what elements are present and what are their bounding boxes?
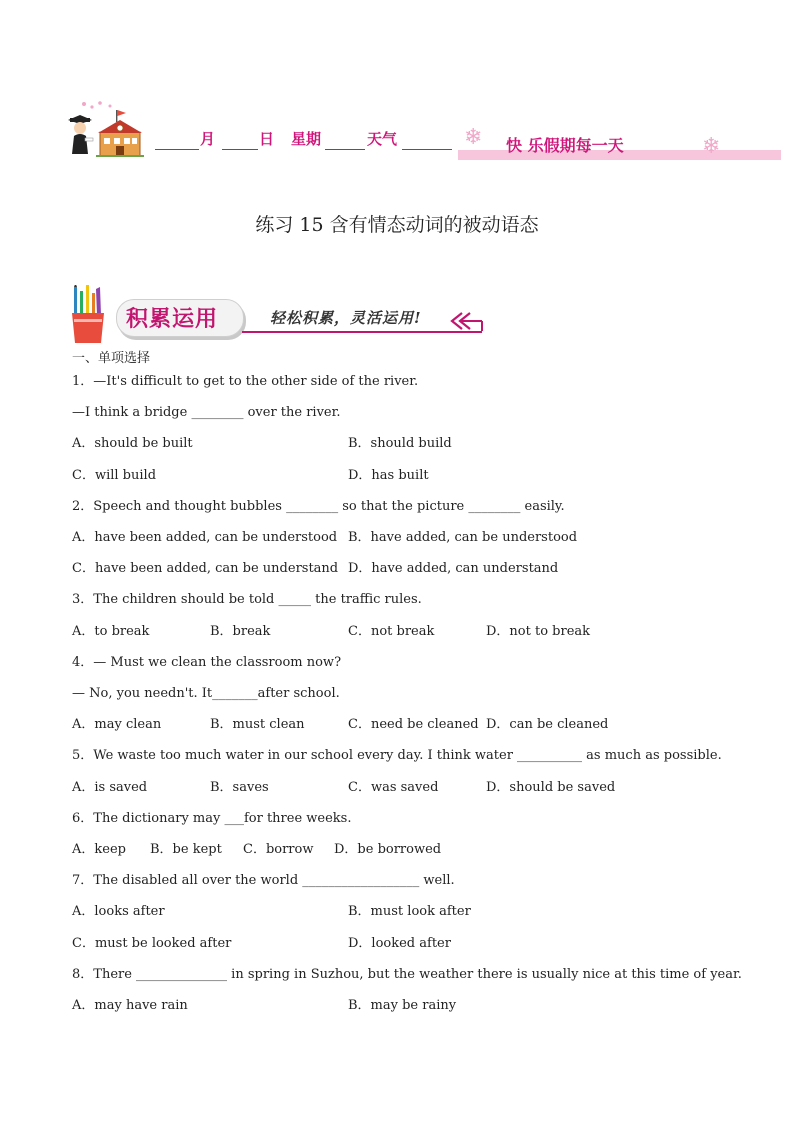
- option-c[interactable]: C．need be cleaned: [348, 717, 479, 732]
- option-d[interactable]: D．can be cleaned: [486, 717, 609, 732]
- snowflake-icon: ❄: [702, 134, 721, 159]
- option-a[interactable]: A．keep: [72, 842, 126, 857]
- weather-blank[interactable]: [402, 149, 452, 150]
- option-d[interactable]: D．have added, can understand: [348, 561, 559, 576]
- option-b[interactable]: B．must clean: [210, 717, 305, 732]
- option-b[interactable]: B．saves: [210, 780, 269, 795]
- weather-label: 天气: [367, 130, 398, 148]
- graduate-school-illustration: [66, 98, 150, 160]
- section-banner-title: 积累运用: [126, 307, 219, 332]
- question-stem: 6．The dictionary may ___for three weeks.: [72, 811, 352, 826]
- weekday-blank[interactable]: [325, 149, 365, 150]
- option-c[interactable]: C．will build: [72, 468, 157, 483]
- option-a[interactable]: A．looks after: [72, 904, 165, 919]
- snowflake-icon: ❄: [464, 125, 483, 150]
- option-b[interactable]: B．should build: [348, 436, 452, 451]
- pencil-cup-icon: [70, 285, 106, 345]
- holiday-slogan: 快 乐假期每一天: [506, 136, 624, 155]
- option-c[interactable]: C．was saved: [348, 780, 439, 795]
- day-label: 日: [259, 130, 275, 148]
- question-stem: 5．We waste too much water in our school every day. I think water __________ as much as possible.: [72, 748, 722, 763]
- section-heading: 一、单项选择: [72, 351, 151, 366]
- banner-underline: [242, 331, 482, 333]
- option-b[interactable]: B．break: [210, 624, 271, 639]
- option-a[interactable]: A．to break: [72, 624, 150, 639]
- option-a[interactable]: A．is saved: [72, 780, 148, 795]
- option-a[interactable]: A．may clean: [72, 717, 162, 732]
- day-blank[interactable]: [222, 149, 258, 150]
- page-title: 练习 15 含有情态动词的被动语态: [255, 214, 539, 236]
- option-d[interactable]: D．not to break: [486, 624, 591, 639]
- option-a[interactable]: A．have been added, can be understood: [72, 530, 338, 545]
- option-a[interactable]: A．should be built: [72, 436, 193, 451]
- question-stem-line2: —I think a bridge ________ over the river.: [72, 405, 341, 420]
- weekday-label: 星期: [291, 130, 322, 148]
- option-a[interactable]: A．may have rain: [72, 998, 188, 1013]
- option-d[interactable]: D．should be saved: [486, 780, 616, 795]
- option-c[interactable]: C．have been added, can be understand: [72, 561, 339, 576]
- question-stem: 3．The children should be told _____ the traffic rules.: [72, 592, 422, 607]
- question-stem: 7．The disabled all over the world __________________ well.: [72, 873, 455, 888]
- question-stem: 8．There ______________ in spring in Suzhou, but the weather there is usually nice at this time of year.: [72, 967, 742, 982]
- option-b[interactable]: B．be kept: [150, 842, 222, 857]
- question-stem: 4．— Must we clean the classroom now?: [72, 655, 342, 670]
- month-label: 月: [200, 130, 216, 148]
- option-c[interactable]: C．borrow: [243, 842, 314, 857]
- option-d[interactable]: D．has built: [348, 468, 429, 483]
- double-arrow-left-icon: [448, 311, 484, 331]
- option-b[interactable]: B．have added, can be understood: [348, 530, 578, 545]
- question-stem: 2．Speech and thought bubbles ________ so that the picture ________ easily.: [72, 499, 565, 514]
- question-stem: 1．—It's difficult to get to the other side of the river.: [72, 374, 419, 389]
- option-d[interactable]: D．looked after: [348, 936, 451, 951]
- question-stem-line2: — No, you needn't. It_______after school.: [72, 686, 340, 701]
- option-c[interactable]: C．must be looked after: [72, 936, 232, 951]
- option-b[interactable]: B．may be rainy: [348, 998, 457, 1013]
- option-c[interactable]: C．not break: [348, 624, 435, 639]
- option-d[interactable]: D．be borrowed: [334, 842, 442, 857]
- option-b[interactable]: B．must look after: [348, 904, 471, 919]
- month-blank[interactable]: [155, 149, 199, 150]
- section-banner-subtitle: 轻松积累，灵活运用!: [270, 309, 422, 327]
